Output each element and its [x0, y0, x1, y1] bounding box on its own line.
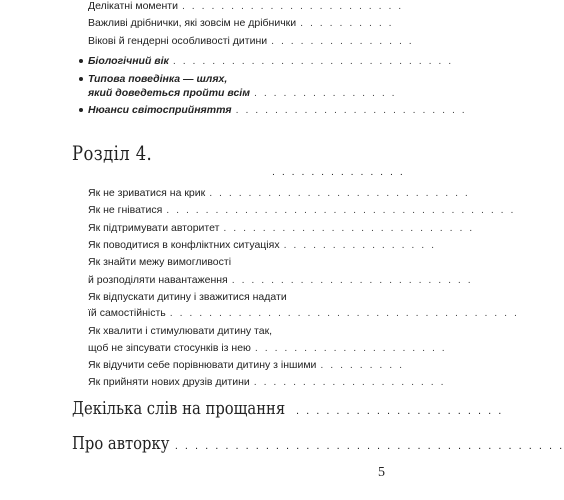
toc-entry-title: й розподіляти навантаження: [88, 274, 228, 286]
toc-entry-title: Делікатні моменти: [88, 0, 178, 12]
toc-entry-continuation[interactable]: [88, 341, 447, 355]
toc-entry-continuation[interactable]: [88, 273, 473, 287]
dot-leader: . . . . . . . . . . . . . . . . . . . . . . . . . . . . . . . . . . . . . . .: [174, 440, 564, 452]
toc-subentry[interactable]: [88, 72, 350, 86]
toc-entry[interactable]: [88, 0, 404, 13]
toc-entry-title: щоб не зіпсувати стосунків із нею: [88, 342, 251, 354]
bullet-icon: [79, 108, 83, 112]
toc-major-entry-about[interactable]: [72, 433, 564, 454]
toc-entry[interactable]: [88, 358, 405, 372]
toc-entry[interactable]: [88, 238, 437, 252]
toc-entry-title: Як поводитися в конфліктних ситуаціях: [88, 239, 280, 251]
dot-leader: . . . . . . . . . . . . . . . . . . . . . . . . . . . . .: [172, 55, 454, 67]
toc-entry[interactable]: [88, 324, 350, 338]
toc-subentry[interactable]: [88, 103, 467, 117]
dot-leader: . . . . . . . . . . . . . . . . . . . . . . . .: [235, 104, 467, 116]
page-number: 5: [378, 465, 385, 480]
toc-entry[interactable]: [88, 16, 394, 30]
dot-leader: . . . . . . . . . . . . . .: [272, 166, 405, 178]
dot-leader: . . . . . . . . . . . . . . . . . . . . . . . . . .: [223, 222, 475, 234]
toc-entry[interactable]: [88, 255, 350, 269]
dot-leader: . . . . . . . . . . . . . . . . . . . . . . . . . . . . . . . . . . . .: [169, 307, 519, 319]
bullet-icon: [79, 77, 83, 81]
toc-subentry-title: Нюанси світосприйняття: [88, 104, 232, 116]
toc-entry[interactable]: [88, 186, 470, 200]
toc-entry-title: їй самостійність: [88, 307, 166, 319]
toc-entry-title: Як знайти межу вимогливості: [88, 256, 232, 268]
toc-entry-title: Як відучити себе порівнювати дитину з іншими: [88, 359, 317, 371]
toc-subentry-title: Біологічний вік: [88, 55, 169, 67]
toc-subentry-title: Типова поведінка — шлях,: [88, 73, 228, 85]
toc-entry[interactable]: [88, 34, 414, 48]
toc-entry-title: Як відпускати дитину і зважитися надати: [88, 291, 287, 303]
toc-subentry-title: який доведеться пройти всім: [88, 87, 250, 99]
dot-leader: . . . . . . . . . . . . . . .: [253, 87, 397, 99]
toc-entry-title: Як не гніватися: [88, 204, 163, 216]
toc-entry[interactable]: [88, 375, 446, 389]
dot-leader: . . . . . . . . . . . . . . . .: [283, 239, 437, 251]
toc-entry-title: Як підтримувати авторитет: [88, 222, 220, 234]
bullet-icon: [79, 59, 83, 63]
toc-entry-title: Важливі дрібнички, які зовсім не дрібнички: [88, 17, 297, 29]
dot-leader: . . . . . . . . .: [320, 359, 405, 371]
toc-major-title: Про авторку: [72, 433, 170, 454]
dot-leader: . . . . . . . . . .: [300, 17, 394, 29]
dot-leader: . . . . . . . . . . . . . . . . . . . . . . . . . . .: [209, 187, 470, 199]
toc-entry[interactable]: [88, 290, 350, 304]
dot-leader: . . . . . . . . . . . . . . . . . . . . .: [295, 405, 504, 417]
dot-leader: . . . . . . . . . . . . . . . . . . . . . . .: [181, 0, 404, 12]
toc-subentry[interactable]: [88, 54, 454, 68]
toc-subentry-continuation[interactable]: [88, 86, 397, 100]
toc-major-entry-farewell[interactable]: [72, 398, 504, 419]
toc-entry-title: Як прийняти нових друзів дитини: [88, 376, 250, 388]
dot-leader: . . . . . . . . . . . . . . . . . . . .: [253, 376, 446, 388]
toc-entry[interactable]: [88, 221, 475, 235]
toc-entry[interactable]: [88, 203, 516, 217]
toc-entry-title: Вікові й гендерні особливості дитини: [88, 35, 268, 47]
toc-entry-title: Як хвалити і стимулювати дитину так,: [88, 325, 273, 337]
dot-leader: . . . . . . . . . . . . . . .: [271, 35, 414, 47]
dot-leader: . . . . . . . . . . . . . . . . . . . .: [254, 342, 447, 354]
toc-entry-continuation[interactable]: [88, 306, 519, 320]
section-heading[interactable]: Розділ 4.: [72, 141, 153, 165]
toc-entry-title: Як не зриватися на крик: [88, 187, 206, 199]
toc-major-title: Декілька слів на прощання: [72, 398, 286, 419]
dot-leader: . . . . . . . . . . . . . . . . . . . . . . . . . . . . . . . . . . . .: [166, 204, 516, 216]
dot-leader: . . . . . . . . . . . . . . . . . . . . . . . . .: [231, 274, 473, 286]
